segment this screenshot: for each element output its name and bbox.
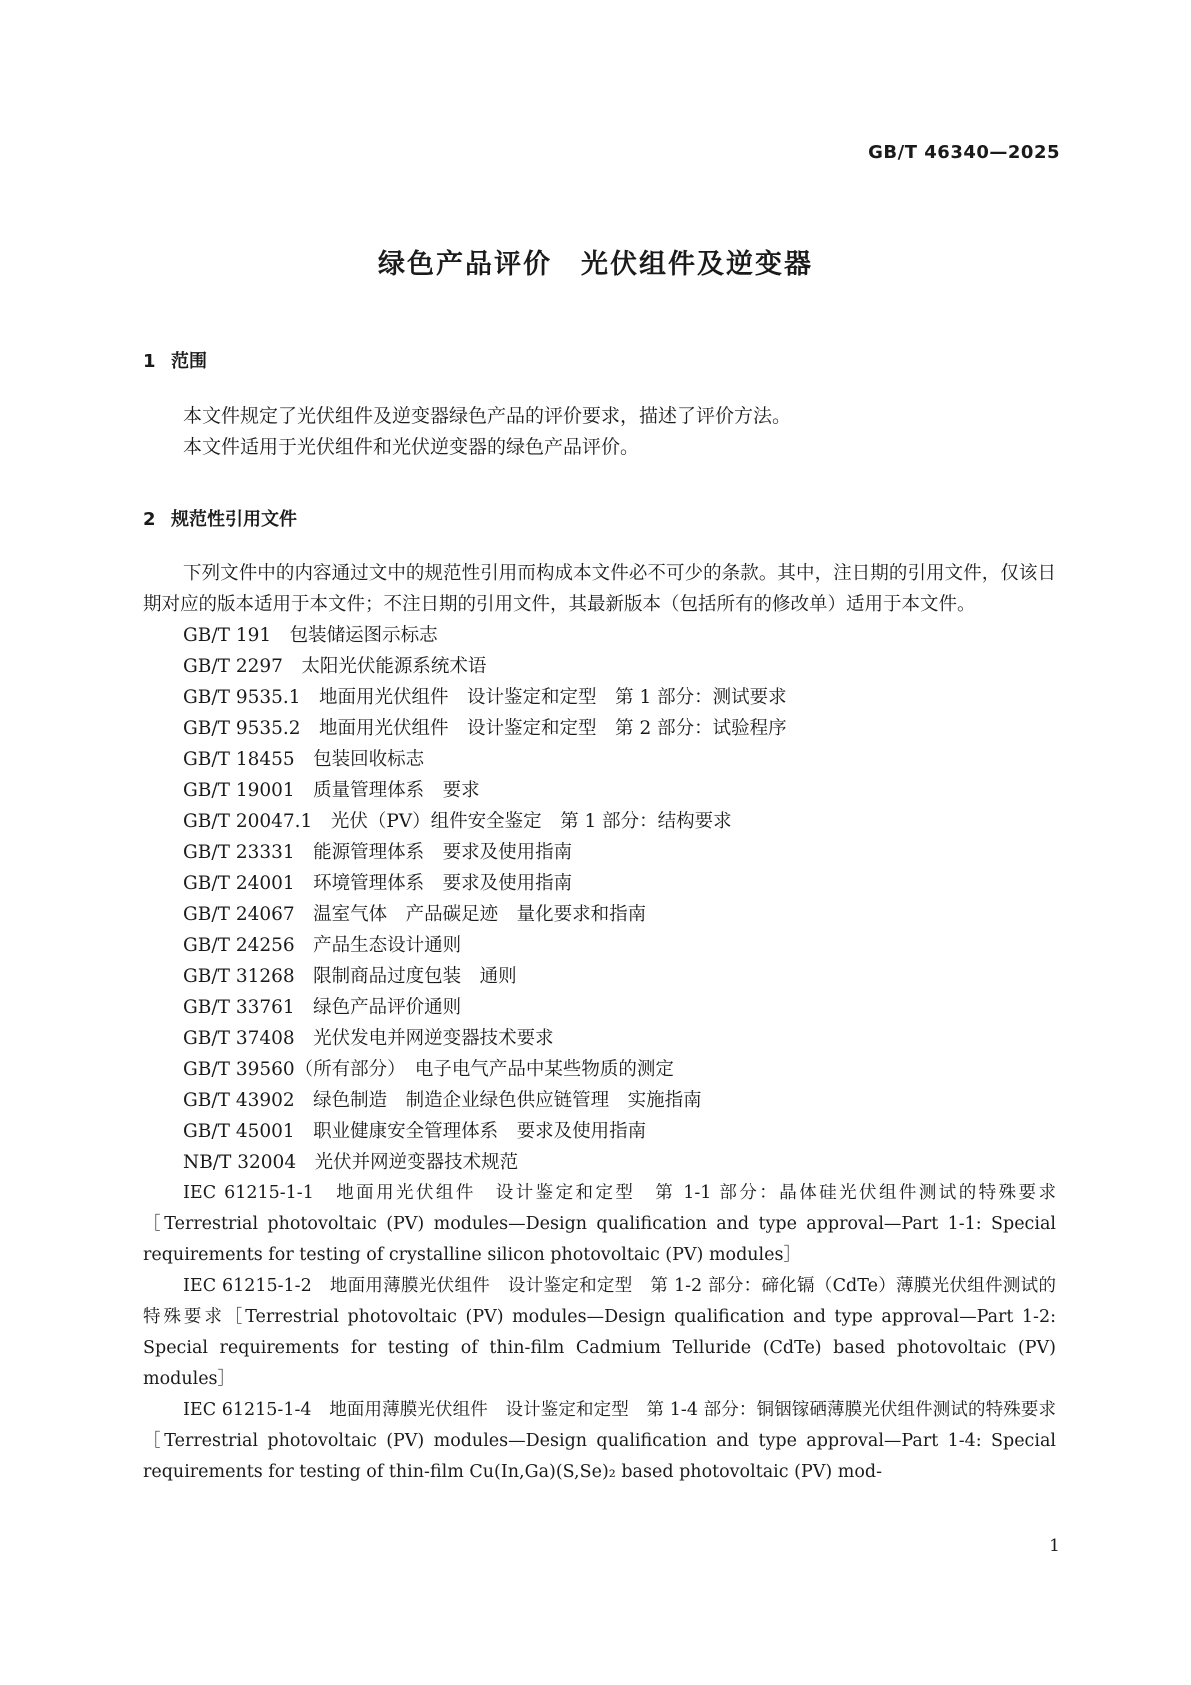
references-intro: 下列文件中的内容通过文中的规范性引用而构成本文件必不可少的条款。其中，注日期的引用文件，仅该日期对应的版本适用于本文件；不注日期的引用文件，其最新版本（包括所有的修改单）适用于本文件。 [143, 563, 1056, 615]
reference-item: GB/T 43902 绿色制造 制造企业绿色供应链管理 实施指南 [183, 1090, 702, 1111]
iec-reference-item: IEC 61215-1-4 地面用薄膜光伏组件 设计鉴定和定型 第 1-4 部分：铜铟镓硒薄膜光伏组件测试的特殊要求［Terrestrial photovoltaic (PV) modules—Design qualification and type approval—Part 1-4: Special requirements for testing of thin-film Cu(In,Ga)(S,Se)₂ based photovoltaic (PV) mod- [143, 1400, 1056, 1482]
reference-item: GB/T 45001 职业健康安全管理体系 要求及使用指南 [183, 1121, 647, 1142]
reference-item: GB/T 24256 产品生态设计通则 [183, 935, 462, 956]
page-number: 1 [1049, 1536, 1060, 1556]
section-heading-normative-references [143, 505, 297, 531]
reference-item: GB/T 9535.1 地面用光伏组件 设计鉴定和定型 第 1 部分：测试要求 [183, 687, 787, 708]
iec-reference-item: IEC 61215-1-1 地面用光伏组件 设计鉴定和定型 第 1-1 部分：晶体硅光伏组件测试的特殊要求［Terrestrial photovoltaic (PV) modules—Design qualification and type approval—Part 1-1: Special requirements for testing of crystalline silicon photovoltaic (PV) modules］ [143, 1183, 1056, 1265]
reference-item: GB/T 37408 光伏发电并网逆变器技术要求 [183, 1028, 554, 1049]
reference-item: GB/T 31268 限制商品过度包装 通则 [183, 966, 517, 987]
reference-item: GB/T 20047.1 光伏（PV）组件安全鉴定 第 1 部分：结构要求 [183, 811, 732, 832]
reference-item: NB/T 32004 光伏并网逆变器技术规范 [183, 1152, 519, 1173]
section-number: 1 [143, 351, 156, 372]
iec-reference-item: IEC 61215-1-2 地面用薄膜光伏组件 设计鉴定和定型 第 1-2 部分：碲化镉（CdTe）薄膜光伏组件测试的特殊要求［Terrestrial photovoltaic (PV) modules—Design qualification and type approval—Part 1-2: Special requirements for testing of thin-film Cadmium Telluride (CdTe) based photovoltaic (PV) modules］ [143, 1276, 1056, 1389]
reference-item: GB/T 24001 环境管理体系 要求及使用指南 [183, 873, 573, 894]
document-title: 绿色产品评价 光伏组件及逆变器 [378, 249, 813, 280]
scope-paragraph: 本文件适用于光伏组件和光伏逆变器的绿色产品评价。 [183, 436, 640, 458]
section-number: 2 [143, 509, 156, 530]
reference-item: GB/T 19001 质量管理体系 要求 [183, 780, 480, 801]
reference-item: GB/T 2297 太阳光伏能源系统术语 [183, 656, 487, 677]
reference-item: GB/T 18455 包装回收标志 [183, 749, 425, 770]
section-heading-scope [143, 347, 207, 373]
reference-item: GB/T 24067 温室气体 产品碳足迹 量化要求和指南 [183, 904, 647, 925]
section-title: 范围 [171, 351, 207, 372]
reference-item: GB/T 39560（所有部分） 电子电气产品中某些物质的测定 [183, 1059, 674, 1080]
section-title: 规范性引用文件 [171, 509, 297, 530]
reference-item: GB/T 191 包装储运图示标志 [183, 625, 438, 646]
standard-code: GB/T 46340—2025 [868, 142, 1060, 163]
scope-body [143, 401, 1056, 463]
reference-item: GB/T 33761 绿色产品评价通则 [183, 997, 462, 1018]
references-body [143, 558, 1056, 1488]
scope-paragraph: 本文件规定了光伏组件及逆变器绿色产品的评价要求，描述了评价方法。 [183, 405, 792, 427]
reference-item: GB/T 9535.2 地面用光伏组件 设计鉴定和定型 第 2 部分：试验程序 [183, 718, 787, 739]
reference-item: GB/T 23331 能源管理体系 要求及使用指南 [183, 842, 573, 863]
